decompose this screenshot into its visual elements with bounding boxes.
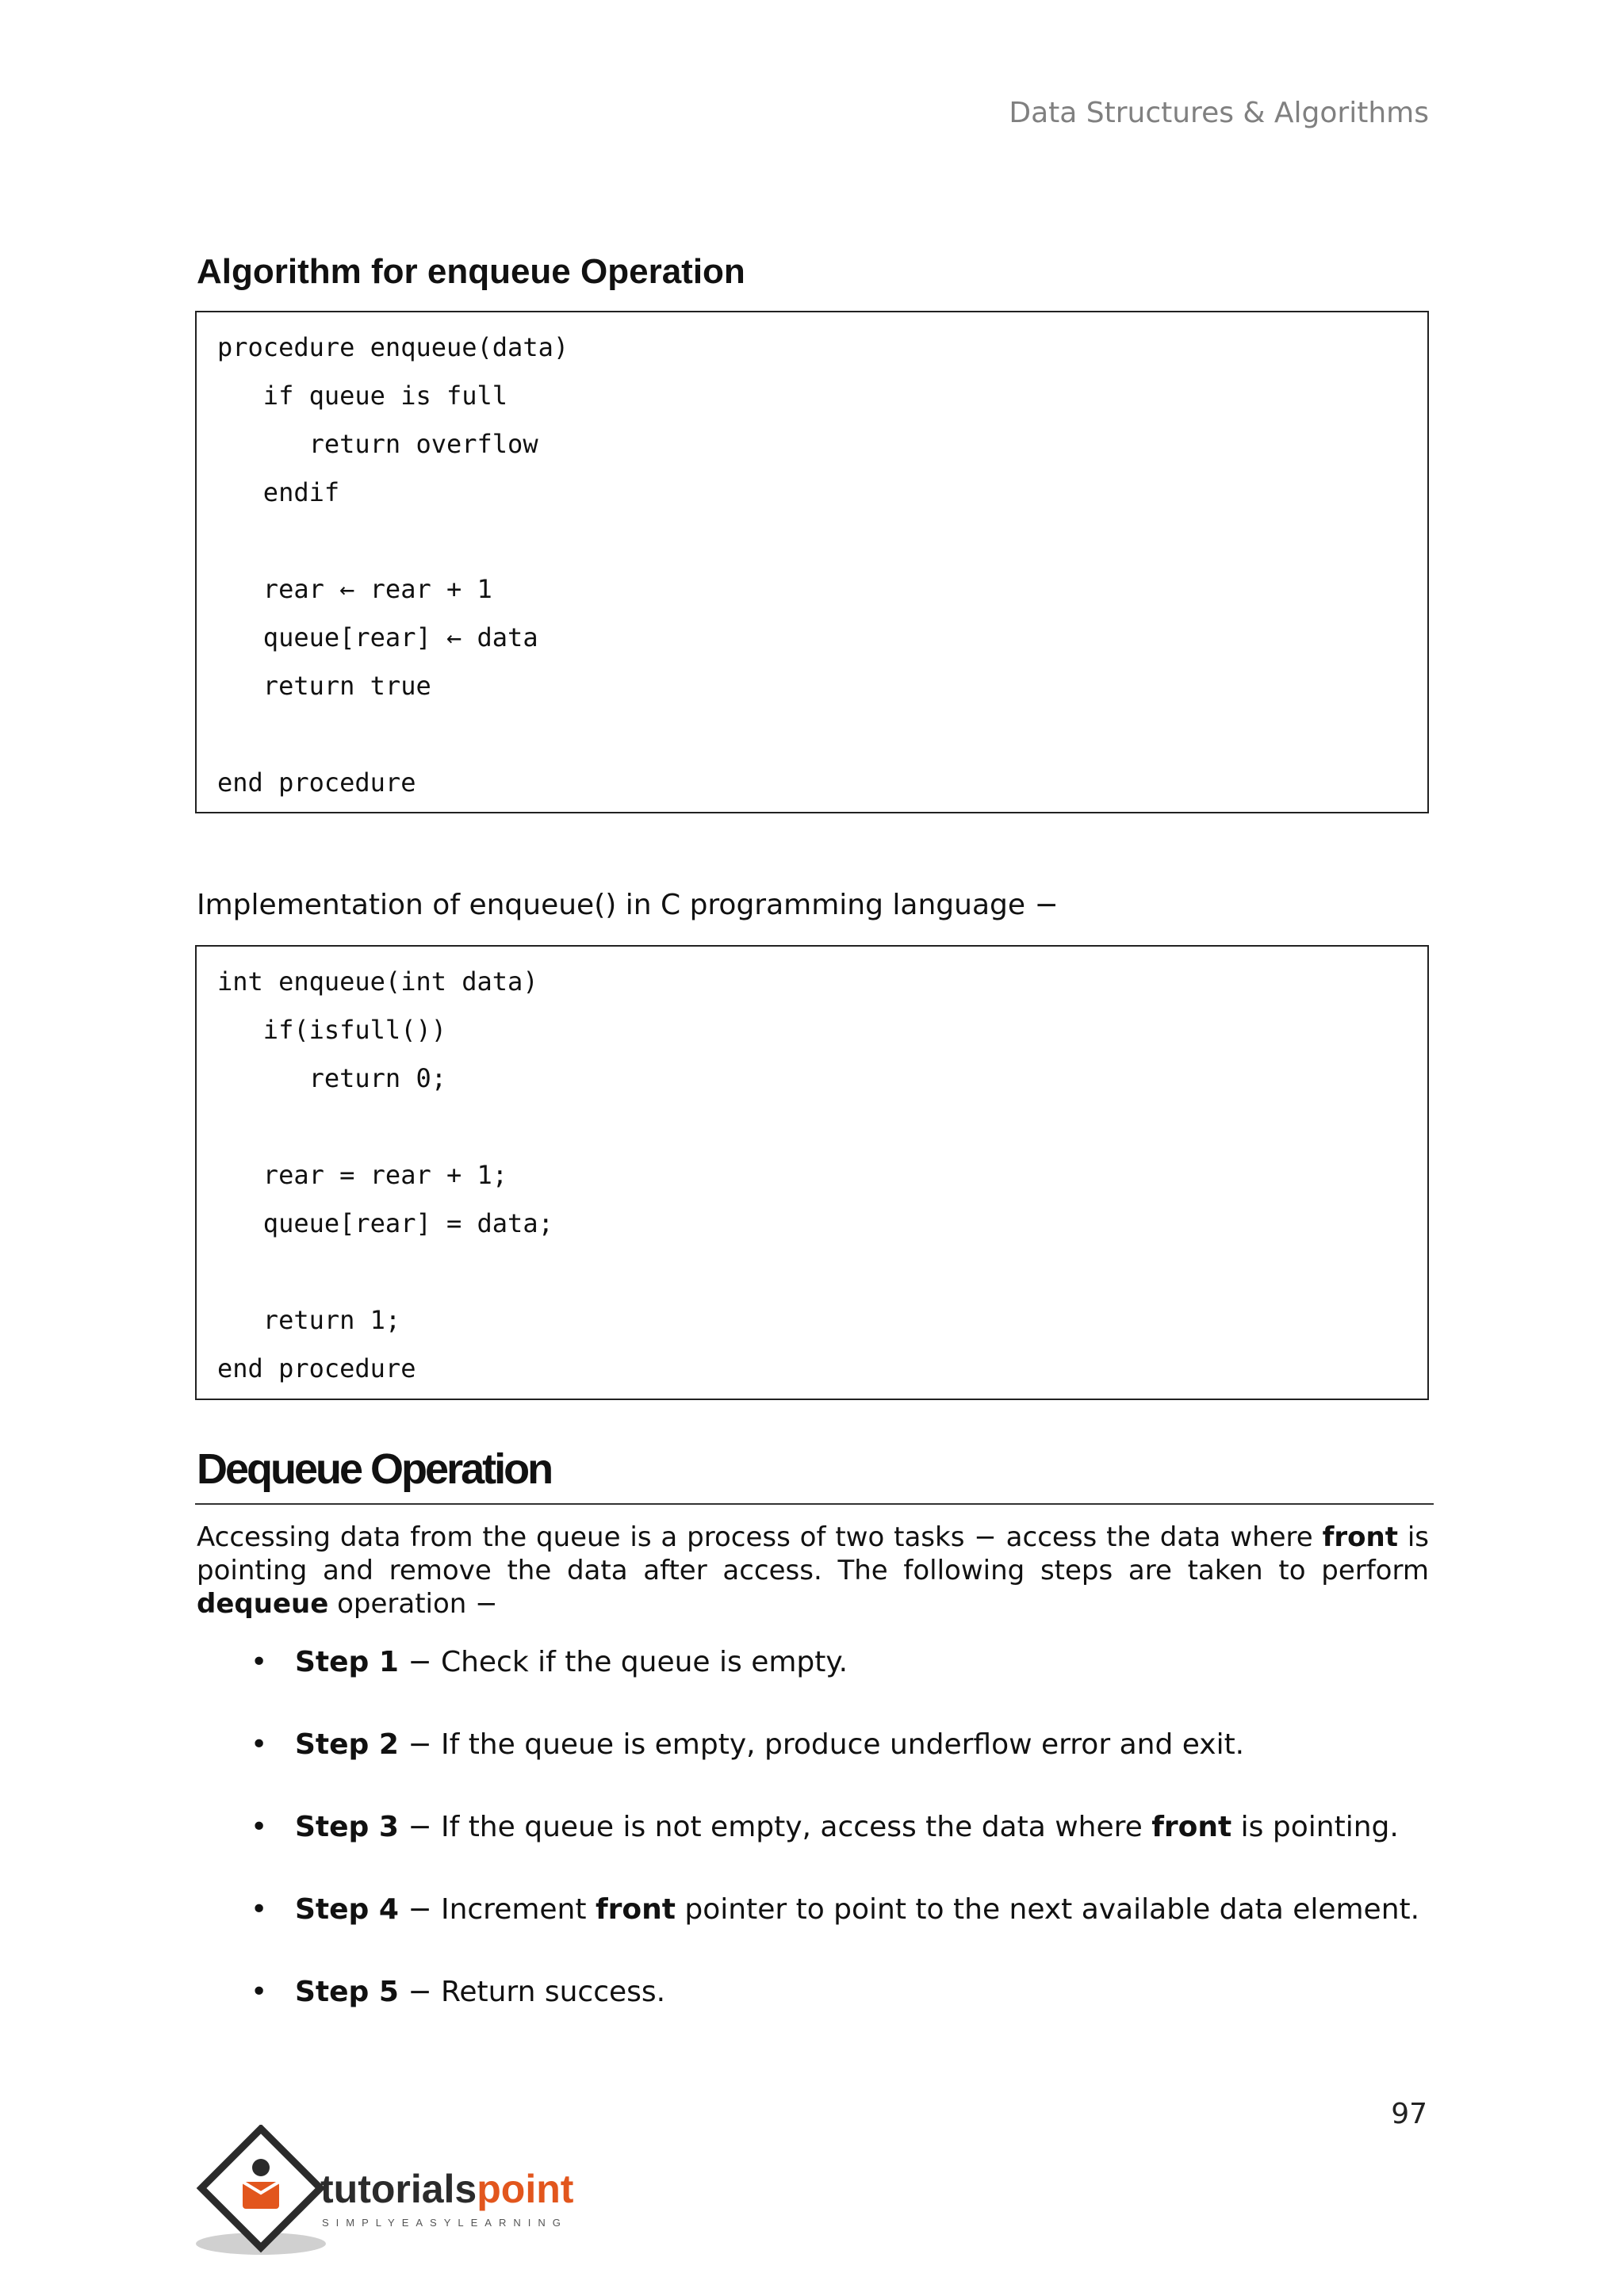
step-item [197,1725,1429,1808]
running-header: Data Structures & Algorithms [1009,97,1429,129]
step-bold-term: front [1151,1811,1232,1843]
code-line [217,1248,1407,1296]
logo-person-icon [252,2159,270,2176]
code-line [217,1103,1407,1151]
code-line: return overflow [217,429,538,459]
step-text: − If the queue is not empty, access the data where [398,1811,1152,1843]
dequeue-heading: Dequeue Operation [197,1445,552,1493]
step-item [197,1973,1429,2055]
bullet-icon: • [251,1893,268,1926]
code-line: endif [217,477,340,507]
code-line [217,710,1407,759]
step-label: Step 5 [295,1976,399,2008]
step-label: Step 2 [295,1728,399,1761]
code-line: end procedure [217,1353,416,1383]
bullet-icon: • [251,1728,268,1761]
logo-tagline: SIMPLYEASYLEARNING [322,2217,568,2229]
step-text: − If the queue is empty, produce underflow error and exit. [398,1728,1245,1761]
step-text: − Return success. [398,1976,666,2008]
code-line: queue[rear] ← data [217,622,538,652]
c-code-block [195,945,1429,1400]
code-line: int enqueue(int data) [217,966,538,997]
heading-rule [195,1503,1434,1505]
intro-bold-term: front [1322,1521,1398,1553]
step-label: Step 1 [295,1646,399,1678]
dequeue-steps-list [197,1643,1429,2055]
code-line: return 1; [217,1305,401,1335]
code-line: return true [217,671,431,701]
step-label: Step 3 [295,1811,399,1843]
algorithm-heading: Algorithm for enqueue Operation [197,252,745,291]
code-line: if(isfull()) [217,1015,446,1045]
step-item [197,1808,1429,1890]
logo-wordmark: tutorialspoint [320,2167,574,2211]
step-text: − Check if the queue is empty. [398,1646,848,1678]
intro-text: operation − [328,1588,498,1620]
step-item [197,1643,1429,1725]
step-text: pointer to point to the next available data element. [675,1893,1420,1926]
step-label: Step 4 [295,1893,399,1926]
intro-text: is pointing and remove the data after access. The following steps are taken to perform [197,1521,1430,1586]
bullet-icon: • [251,1811,268,1843]
code-line: rear ← rear + 1 [217,574,492,604]
step-bold-term: front [595,1893,676,1926]
code-line: return 0; [217,1063,446,1093]
page-number: 97 [1391,2098,1427,2130]
step-item [197,1890,1429,1973]
intro-text: Accessing data from the queue is a process of two tasks − access the data where [197,1521,1323,1553]
code-line: rear = rear + 1; [217,1160,508,1190]
code-line: if queue is full [217,381,508,411]
intro-bold-term: dequeue [197,1588,329,1620]
step-text: is pointing. [1231,1811,1399,1843]
algorithm-code-block [195,311,1429,813]
step-text: − Increment [398,1893,596,1926]
implementation-intro: Implementation of enqueue() in C programming language − [197,889,1059,921]
code-line [217,517,1407,565]
dequeue-intro-paragraph [197,1521,1429,1621]
tutorialspoint-logo [193,2125,638,2267]
bullet-icon: • [251,1646,268,1678]
code-line: end procedure [217,767,416,798]
code-line: procedure enqueue(data) [217,332,569,362]
bullet-icon: • [251,1976,268,2008]
code-line: queue[rear] = data; [217,1208,553,1238]
